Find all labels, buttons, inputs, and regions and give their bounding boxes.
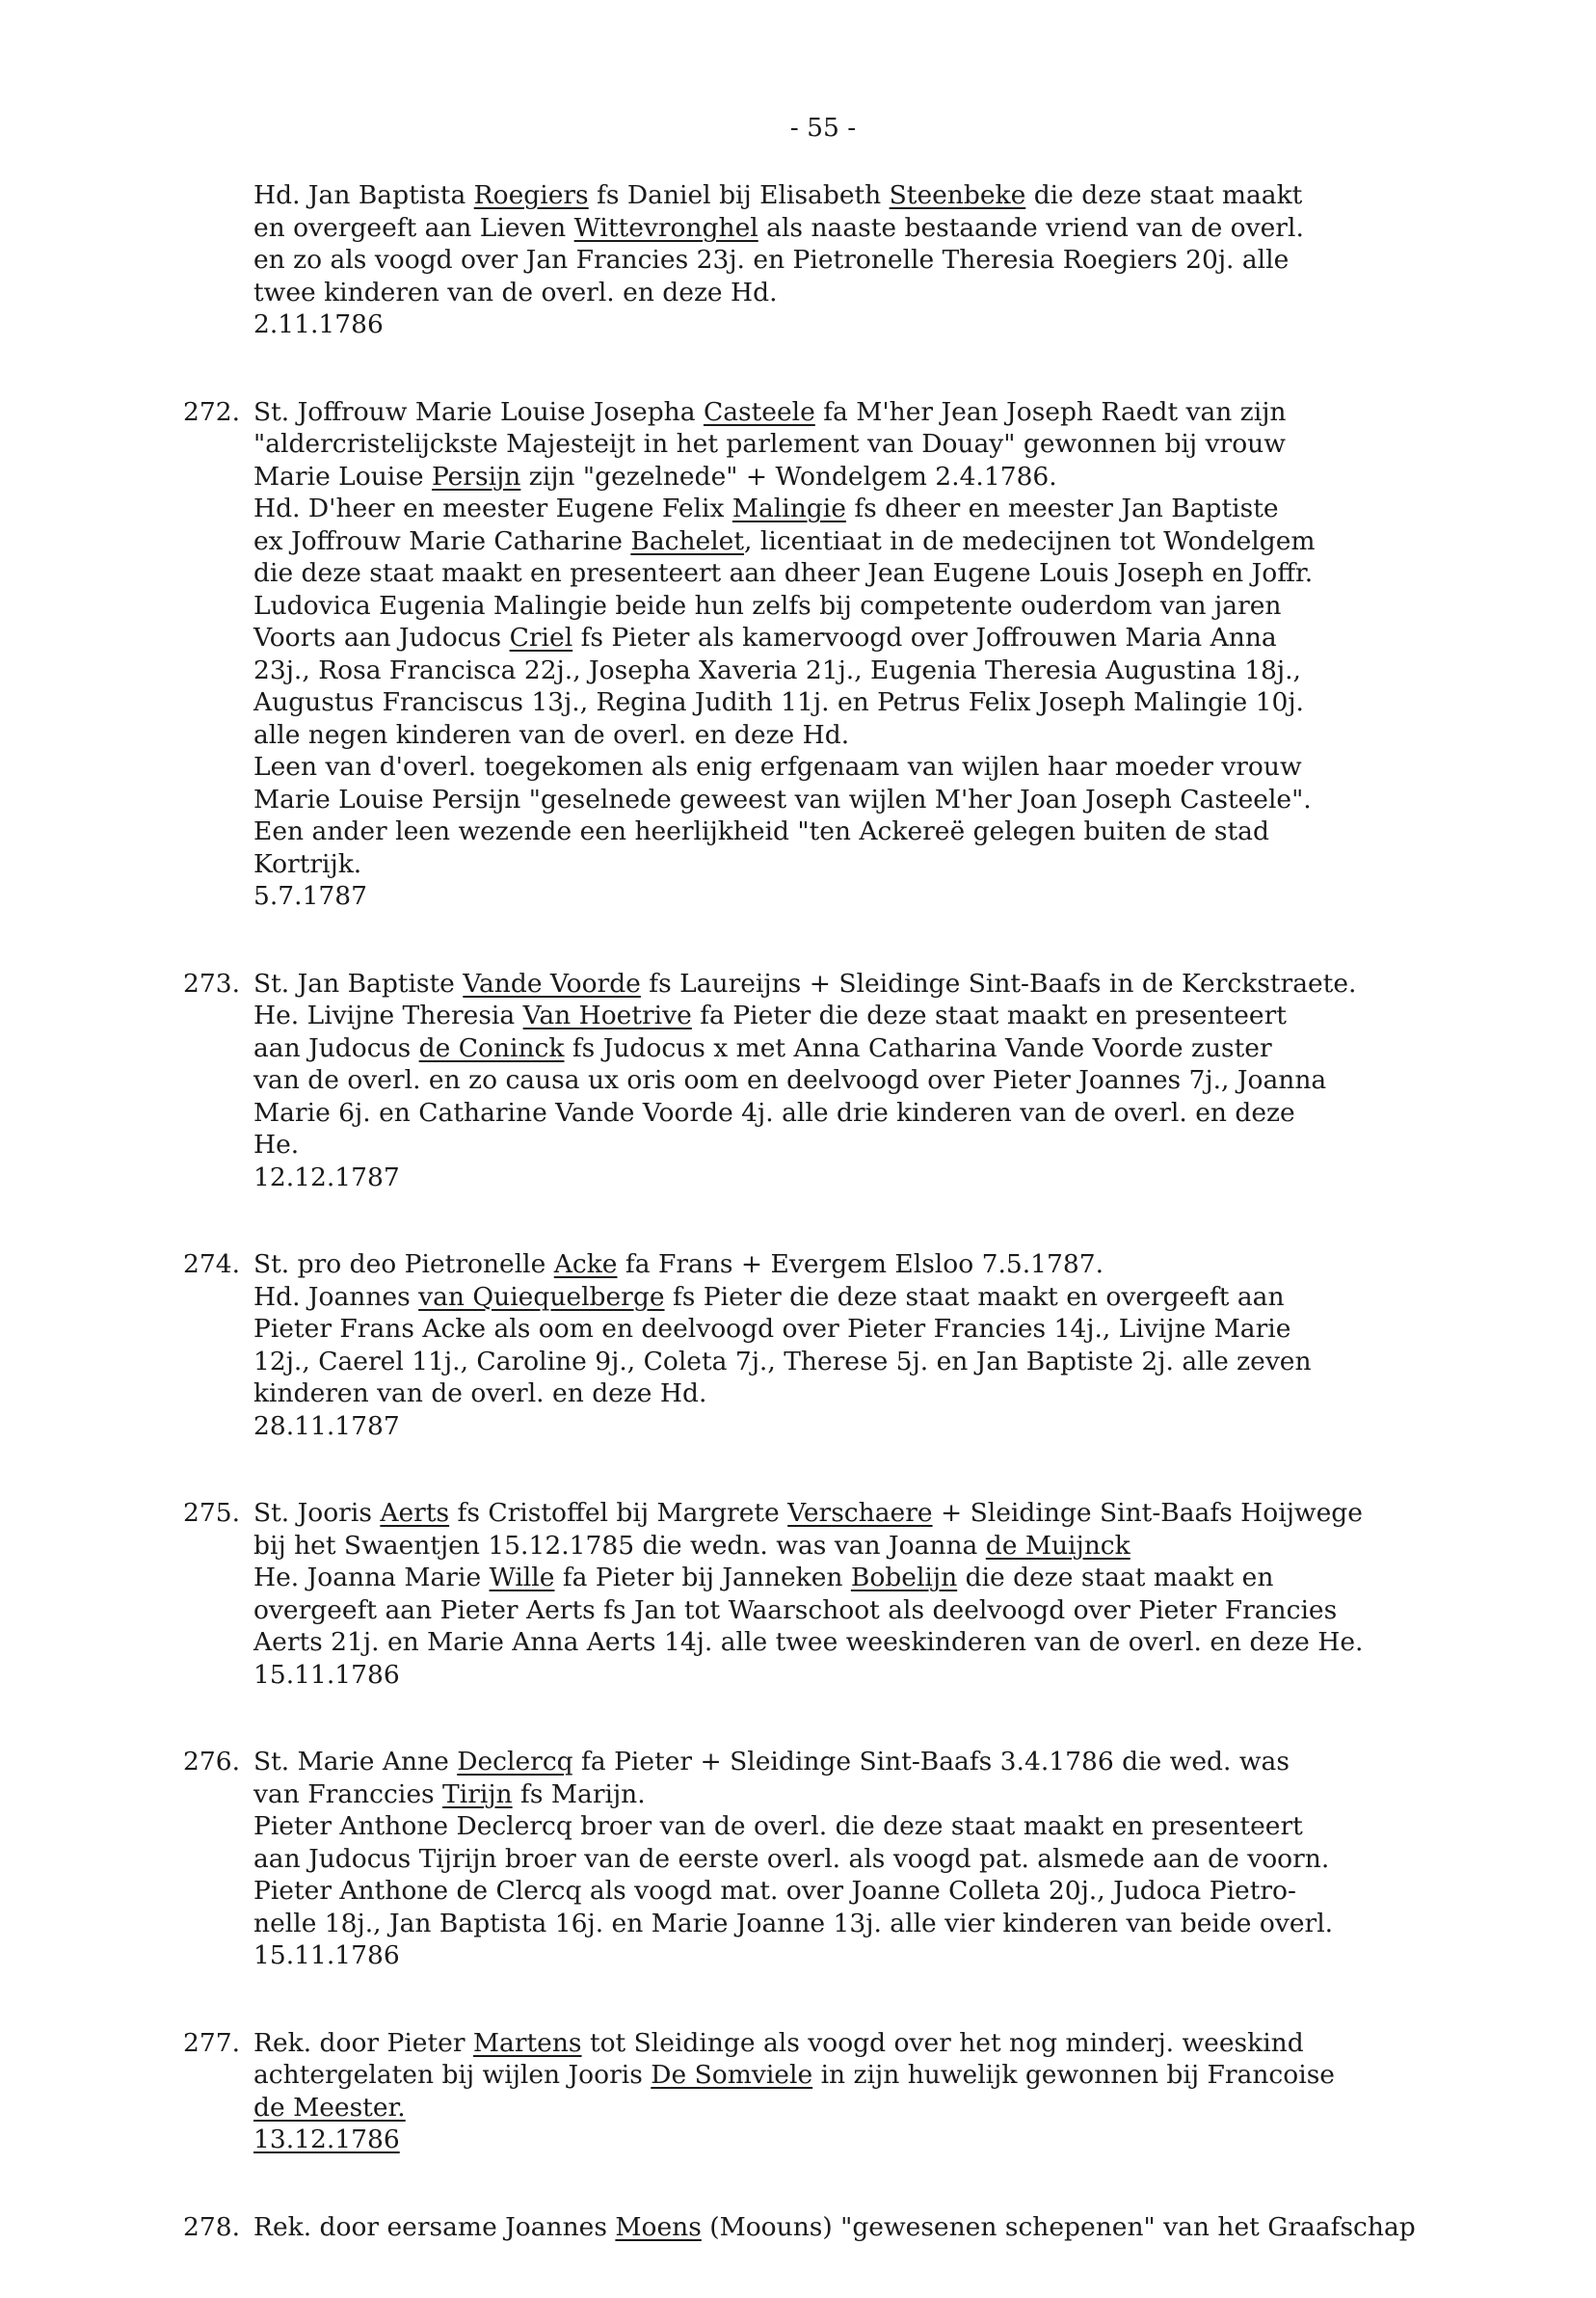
text-segment: en zo als voogd over Jan Francies 23j. en Pietronelle Theresia Roegiers 20j. alle (253, 245, 1290, 275)
entry-number: 278. (183, 2211, 241, 2242)
text-segment: ex Joffrouw Marie Catharine (253, 525, 631, 556)
text-line (253, 655, 1552, 687)
underlined-name: Bachelet (630, 525, 745, 556)
entry-list (183, 396, 1552, 2244)
text-segment: die deze staat maakt en presenteert aan dheer Jean Eugene Louis Joseph en Joffr. (253, 558, 1314, 588)
text-line (253, 751, 1552, 784)
text-segment: fs Marijn. (512, 1778, 646, 1809)
underlined-name: de Coninck (418, 1032, 565, 1063)
text-segment: fs Daniel bij Elisabeth (588, 180, 890, 210)
entry-number: 272. (183, 396, 241, 427)
underlined-name: van Quiequelberge (418, 1281, 665, 1312)
text-line (253, 1810, 1552, 1843)
text-segment: 2.11.1786 (253, 309, 384, 339)
text-segment: fa M'her Jean Joseph Raedt van zijn (814, 396, 1287, 427)
underlined-name: De Somviele (651, 2060, 813, 2090)
entry-number: 277. (183, 2027, 241, 2058)
text-line (253, 1908, 1552, 1940)
text-line (253, 1939, 1552, 1972)
text-line (253, 1410, 1552, 1443)
entry-275 (183, 1497, 1552, 1691)
text-line (253, 212, 1552, 245)
text-segment: achtergelaten bij wijlen Jooris (253, 2060, 652, 2090)
entry-276 (183, 1746, 1552, 1972)
text-line (253, 493, 1552, 525)
text-segment: alle negen kinderen van de overl. en deze Hd. (253, 719, 850, 750)
text-segment: 15.11.1786 (253, 1940, 400, 1970)
text-line (253, 880, 1552, 913)
text-segment: van de overl. en zo causa ux oris oom en deelvoogd over Pieter Joannes 7j., Joanna (253, 1065, 1327, 1095)
text-segment: Leen van d'overl. toegekomen als enig erfgenaam van wijlen haar moeder vrouw (253, 752, 1302, 782)
text-segment: + Sleidinge Sint-Baafs Hoijwege (932, 1498, 1363, 1528)
text-line (253, 848, 1552, 881)
text-segment: Een ander leen wezende een heerlijkheid "ten Ackereë gelegen buiten de stad (253, 816, 1269, 846)
text-line (253, 1778, 1552, 1811)
text-segment: in zijn huwelijk gewonnen bij Francoise (812, 2060, 1335, 2090)
underlined-name: Aerts (380, 1498, 450, 1528)
text-segment: fa Pieter die deze staat maakt en presenteert (691, 1001, 1287, 1030)
text-segment: als naaste bestaande vriend van de overl. (758, 212, 1304, 243)
text-line (253, 2059, 1552, 2092)
text-line (253, 308, 1552, 341)
text-segment: Rek. door eersame Joannes (253, 2211, 616, 2242)
text-line (253, 968, 1552, 1001)
underlined-name: Tirijn (442, 1778, 513, 1809)
underlined-name: Persijn (431, 461, 521, 492)
text-segment: St. Marie Anne (253, 1747, 458, 1777)
text-line (253, 719, 1552, 752)
text-segment: Augustus Franciscus 13j., Regina Judith 11j. en Petrus Felix Joseph Malingie 10j. (253, 687, 1304, 717)
underlined-name: Vande Voorde (463, 968, 641, 999)
text-segment: fs Pieter die deze staat maakt en overgeeft aan (664, 1281, 1285, 1312)
text-segment: twee kinderen van de overl. en deze Hd. (253, 277, 778, 307)
text-line (253, 2211, 1552, 2244)
entry-278 (183, 2211, 1552, 2244)
text-segment: Hd. D'heer en meester Eugene Felix (253, 494, 732, 523)
text-line (253, 244, 1552, 277)
text-line (253, 277, 1552, 309)
entry-number: 276. (183, 1747, 241, 1777)
underlined-name: Malingie (732, 494, 846, 523)
underlined-name: Van Hoetrive (522, 1001, 692, 1030)
text-segment: Pieter Anthone de Clercq als voogd mat. over Joanne Colleta 20j., Judoca Pietro- (253, 1876, 1296, 1906)
underlined-name: Criel (509, 623, 573, 653)
text-segment: St. pro deo Pietronelle (253, 1249, 554, 1279)
text-line (253, 1129, 1552, 1162)
text-line (253, 1377, 1552, 1410)
text-line (253, 1346, 1552, 1378)
underlined-name: 13.12.1786 (253, 2124, 400, 2154)
text-line (253, 1000, 1552, 1032)
text-segment: Aerts 21j. en Marie Anna Aerts 14j. alle twee weeskinderen van de overl. en deze He. (253, 1627, 1364, 1657)
text-segment: fa Frans + Evergem Elsloo 7.5.1787. (617, 1249, 1104, 1279)
text-segment: Marie Louise (253, 461, 432, 492)
text-segment: Hd. Jan Baptista (253, 180, 474, 210)
text-segment: tot Sleidinge als voogd over het nog minderj. weeskind (581, 2027, 1304, 2058)
text-line (253, 1875, 1552, 1908)
text-line (253, 461, 1552, 494)
underlined-name: Moens (615, 2211, 702, 2242)
underlined-name: Wittevronghel (573, 212, 758, 243)
text-segment: zijn "gezelnede" + Wondelgem 2.4.1786. (520, 461, 1057, 492)
underlined-name: Martens (472, 2027, 582, 2058)
text-segment: He. Joanna Marie (253, 1563, 490, 1592)
entry-277 (183, 2027, 1552, 2156)
text-segment: 12.12.1787 (253, 1162, 400, 1192)
text-segment: (Moouns) "gewesenen schepenen" van het Graafschap (701, 2211, 1416, 2242)
text-line (253, 1530, 1552, 1563)
text-line (253, 1659, 1552, 1692)
text-line (253, 1064, 1552, 1097)
underlined-name: Casteele (703, 396, 815, 427)
text-line (253, 1562, 1552, 1594)
text-line (253, 1746, 1552, 1778)
text-segment: overgeeft aan Pieter Aerts fs Jan tot Waarschoot als deelvoogd over Pieter Francies (253, 1594, 1338, 1625)
text-segment: He. Livijne Theresia (253, 1001, 523, 1030)
text-segment: 5.7.1787 (253, 881, 368, 911)
text-segment: Marie Louise Persijn "geselnede geweest van wijlen M'her Joan Joseph Casteele". (253, 784, 1312, 815)
entry-continuation (183, 179, 1552, 341)
underlined-name: de Muijnck (985, 1530, 1130, 1561)
text-segment: 15.11.1786 (253, 1659, 400, 1690)
text-segment: fs Cristoffel bij Margrete (449, 1498, 788, 1528)
text-line (253, 1497, 1552, 1530)
text-segment: "aldercristelijckste Majesteijt in het parlement van Douay" gewonnen bij vrouw (253, 429, 1286, 459)
text-segment: die deze staat maakt en (957, 1563, 1274, 1592)
text-line (253, 784, 1552, 816)
underlined-name: Declercq (457, 1747, 573, 1777)
underlined-name: Wille (489, 1563, 555, 1592)
text-segment: Rek. door Pieter (253, 2027, 473, 2058)
underlined-name: Bobelijn (850, 1563, 958, 1592)
entry-number: 273. (183, 968, 241, 999)
text-line (253, 1162, 1552, 1194)
text-segment: St. Jooris (253, 1498, 381, 1528)
text-line (253, 2092, 1552, 2124)
text-line (253, 1626, 1552, 1659)
entry-274 (183, 1248, 1552, 1442)
text-segment: bij het Swaentjen 15.12.1785 die wedn. was van Joanna (253, 1530, 986, 1561)
text-segment: He. (253, 1130, 300, 1160)
text-segment: fs dheer en meester Jan Baptiste (845, 494, 1279, 523)
text-segment: aan Judocus (253, 1032, 419, 1063)
text-line (253, 590, 1552, 623)
text-line (253, 525, 1552, 558)
page-number: - 55 - (789, 113, 857, 143)
underlined-name: Steenbeke (889, 180, 1026, 210)
text-segment: St. Joffrouw Marie Louise Josepha (253, 396, 704, 427)
text-line (253, 179, 1552, 212)
text-line (253, 1313, 1552, 1346)
text-segment: Kortrijk. (253, 848, 362, 879)
underlined-name: Roegiers (473, 180, 589, 210)
text-line (253, 1843, 1552, 1876)
underlined-name: de Meester. (253, 2092, 406, 2123)
text-segment: fs Pieter als kamervoogd over Joffrouwen Maria Anna (572, 623, 1277, 653)
text-segment: , licentiaat in de medecijnen tot Wondelgem (744, 525, 1316, 556)
text-line (253, 622, 1552, 655)
text-line (253, 1248, 1552, 1281)
text-segment: Marie 6j. en Catharine Vande Voorde 4j. alle drie kinderen van de overl. en deze (253, 1097, 1295, 1128)
text-segment: Hd. Joannes (253, 1281, 419, 1312)
text-line (253, 815, 1552, 848)
text-segment: Pieter Anthone Declercq broer van de overl. die deze staat maakt en presenteert (253, 1811, 1303, 1841)
text-segment: kinderen van de overl. en deze Hd. (253, 1378, 707, 1408)
text-line (253, 396, 1552, 429)
text-line (253, 1281, 1552, 1314)
text-line (253, 686, 1552, 719)
entry-number: 275. (183, 1498, 241, 1528)
text-segment: aan Judocus Tijrijn broer van de eerste overl. als voogd pat. alsmede aan de voorn. (253, 1843, 1330, 1874)
text-segment: St. Jan Baptiste (253, 968, 464, 999)
text-line (253, 1097, 1552, 1130)
entry-number: 274. (183, 1249, 241, 1279)
text-line (253, 428, 1552, 461)
text-line (253, 2124, 1552, 2156)
text-segment: Voorts aan Judocus (253, 623, 510, 653)
text-segment: fa Pieter bij Janneken (554, 1563, 851, 1592)
text-segment: fa Pieter + Sleidinge Sint-Baafs 3.4.1786 die wed. was (572, 1747, 1290, 1777)
text-segment: van Franccies (253, 1778, 443, 1809)
entry-272 (183, 396, 1552, 913)
text-segment: fs Judocus x met Anna Catharina Vande Voorde zuster (564, 1032, 1272, 1063)
text-segment: Pieter Frans Acke als oom en deelvoogd over Pieter Francies 14j., Livijne Marie (253, 1314, 1291, 1344)
text-segment: 12j., Caerel 11j., Caroline 9j., Coleta 7j., Therese 5j. en Jan Baptiste 2j. alle zeven (253, 1346, 1312, 1376)
text-segment: Ludovica Eugenia Malingie beide hun zelfs bij competente ouderdom van jaren (253, 590, 1282, 621)
underlined-name: Verschaere (787, 1498, 933, 1528)
text-segment: nelle 18j., Jan Baptista 16j. en Marie Joanne 13j. alle vier kinderen van beide overl. (253, 1908, 1334, 1938)
text-line (253, 1032, 1552, 1065)
underlined-name: Acke (553, 1249, 618, 1279)
text-line (253, 557, 1552, 590)
document-body (183, 179, 1552, 2298)
entry-273 (183, 968, 1552, 1194)
text-line (253, 1594, 1552, 1627)
text-segment: 28.11.1787 (253, 1410, 400, 1441)
text-segment: die deze staat maakt (1025, 180, 1303, 210)
text-segment: 23j., Rosa Francisca 22j., Josepha Xaveria 21j., Eugenia Theresia Augustina 18j., (253, 655, 1301, 685)
text-segment: fs Laureijns + Sleidinge Sint-Baafs in de Kerckstraete. (640, 968, 1357, 999)
text-segment: en overgeeft aan Lieven (253, 212, 574, 243)
text-line (253, 2027, 1552, 2060)
